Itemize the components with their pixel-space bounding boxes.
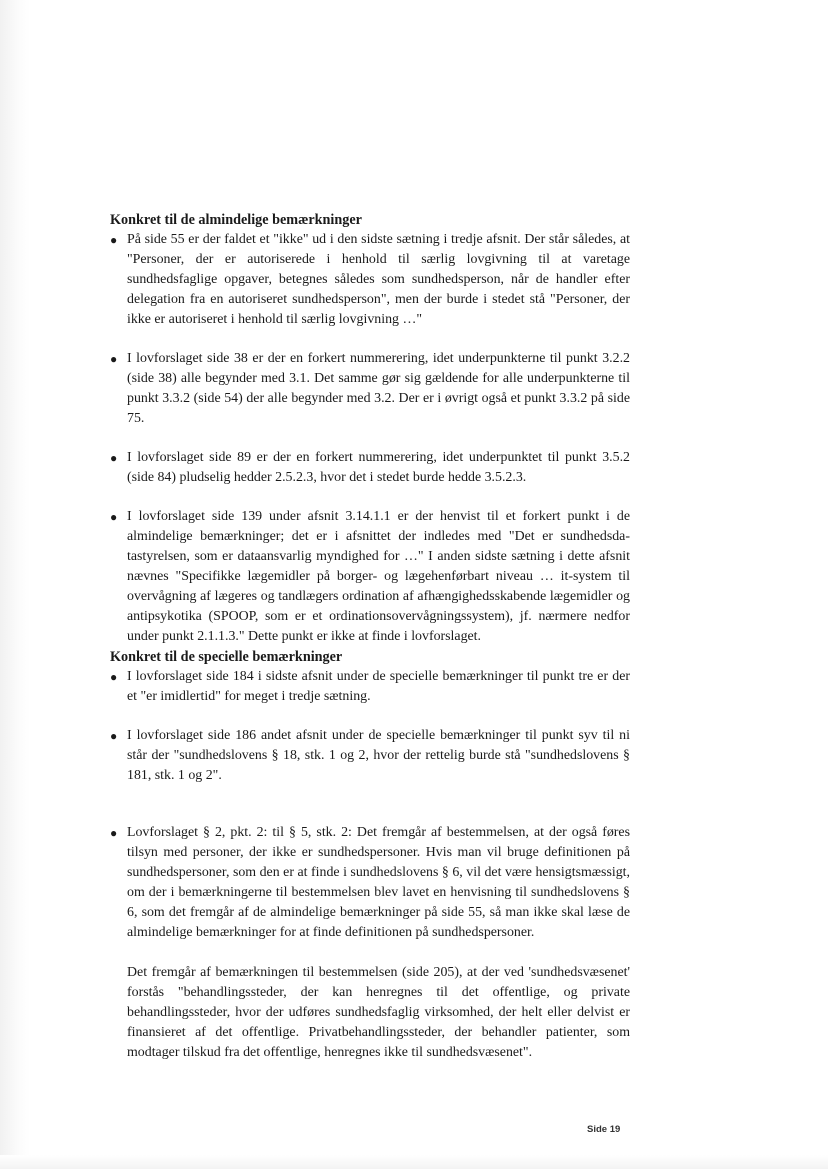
scan-bottom-edge [0, 1155, 828, 1169]
section-heading-special: Konkret til de specielle bemærkninger [110, 649, 343, 665]
list-item [110, 349, 630, 429]
list-item [110, 448, 630, 488]
paragraph: I lovforslaget side 38 er der en forkert nummerering, idet underpunkterne til punkt 3.2.2 (side 38) alle begynder med 3.1. Det samme gør sig gældende for alle underpunkterne til punkt 3.3.2 (side 54) der alle begynder med 3.2. Der er i øvrigt også et punkt 3.3.2 på side 75. [127, 351, 630, 426]
paragraph: Lovforslaget § 2, pkt. 2: til § 5, stk. 2: Det fremgår af bestemmelsen, at der også føres tilsyn med personer, der ikke er sundhedspersoner. Hvis man vil bruge definitionen på sundhedspersoner, som den er at finde i sundhedslovens § 6, vil det være hensigtsmæssigt, om der i bemærkningerne til bestemmelsen blev lavet en henvisning til sundhedslovens § 6, som det fremgår af de almindelige bemærkninger på side 55, så man ikke skal læse de almindelige bemærkninger for at finde definitionen på sundhedspersoner. [127, 825, 630, 940]
bullet-icon: ● [110, 826, 118, 840]
paragraph: I lovforslaget side 186 andet afsnit under de specielle bemærkninger til punkt syv til ni står der "sundhedslovens § 18, stk. 1 og 2, hvor der rettelig burde stå "sundhedslovens § 181, stk. 1 og 2". [127, 728, 630, 783]
page-number: Side 19 [587, 1124, 621, 1135]
bullet-icon: ● [110, 451, 118, 465]
list-item [110, 823, 630, 1063]
bullet-list-special [110, 667, 630, 1063]
list-item [110, 230, 630, 330]
paragraph: Det fremgår af bemærkningen til bestemmelsen (side 205), at der ved 'sundhedsvæsenet' forstås "behandlingssteder, der kan henregnes til det offentlige, og private behandlingssteder, hvor der udføres sundhedsfaglig virksomhed, der helt eller delvist er finansieret af det offentlige. Privatbehandlingssteder, der behandler patienter, som modtager tilskud fra det offentlige, henregnes ikke til sundhedsvæsenet". [127, 965, 630, 1060]
paragraph: I lovforslaget side 184 i sidste afsnit under de specielle bemærkninger til punkt tre er der et "er imidlertid" for meget i tredje sætning. [127, 669, 630, 704]
paragraph: På side 55 er der faldet et "ikke" ud i den sidste sætning i tredje afsnit. Der står således, at "Personer, der er autoriserede i henhold til særlig lovgivning til at varetage sundhedsfaglige opgaver, betegnes således som sundhedsperson, når de handler efter delegation fra en autoriseret sundhedsperson", men der burde i stedet stå "Personer, der ikke er autoriseret i henhold til særlig lovgivning …" [127, 232, 630, 327]
document-body [110, 210, 630, 1063]
bullet-icon: ● [110, 352, 118, 366]
list-item [110, 667, 630, 707]
scan-edge [0, 0, 30, 1169]
bullet-icon: ● [110, 729, 118, 743]
paragraph: I lovforslaget side 89 er der en forkert nummerering, idet underpunktet til punkt 3.5.2 (side 84) pludselig hedder 2.5.2.3, hvor det i stedet burde hedde 3.5.2.3. [127, 450, 630, 485]
list-item [110, 507, 630, 647]
paragraph: I lovforslaget side 139 under afsnit 3.14.1.1 er der henvist til et forkert punkt i de almindelige bemærkninger; det er i afsnittet der indledes med "Det er sundhedsdatastyrelsen, som er dataansvarlig myndighed for …" I anden sidste sætning i dette afsnit nævnes "Specifikke lægemidler på borger- og lægehenførbart niveau … it-system til overvågning af lægeres og tandlægers ordination af afhængighedsskabende lægemidler og antipsykotika (SPOOP, som er et ordinationsovervågningssystem), jf. nærmere nedfor under punkt 2.1.1.3." Dette punkt er ikke at finde i lovforslaget. [127, 509, 630, 644]
bullet-icon: ● [110, 510, 118, 524]
bullet-icon: ● [110, 670, 118, 684]
list-item [110, 726, 630, 786]
section-heading-general: Konkret til de almindelige bemærkninger [110, 212, 362, 228]
bullet-icon: ● [110, 233, 118, 247]
bullet-list-general [110, 230, 630, 647]
